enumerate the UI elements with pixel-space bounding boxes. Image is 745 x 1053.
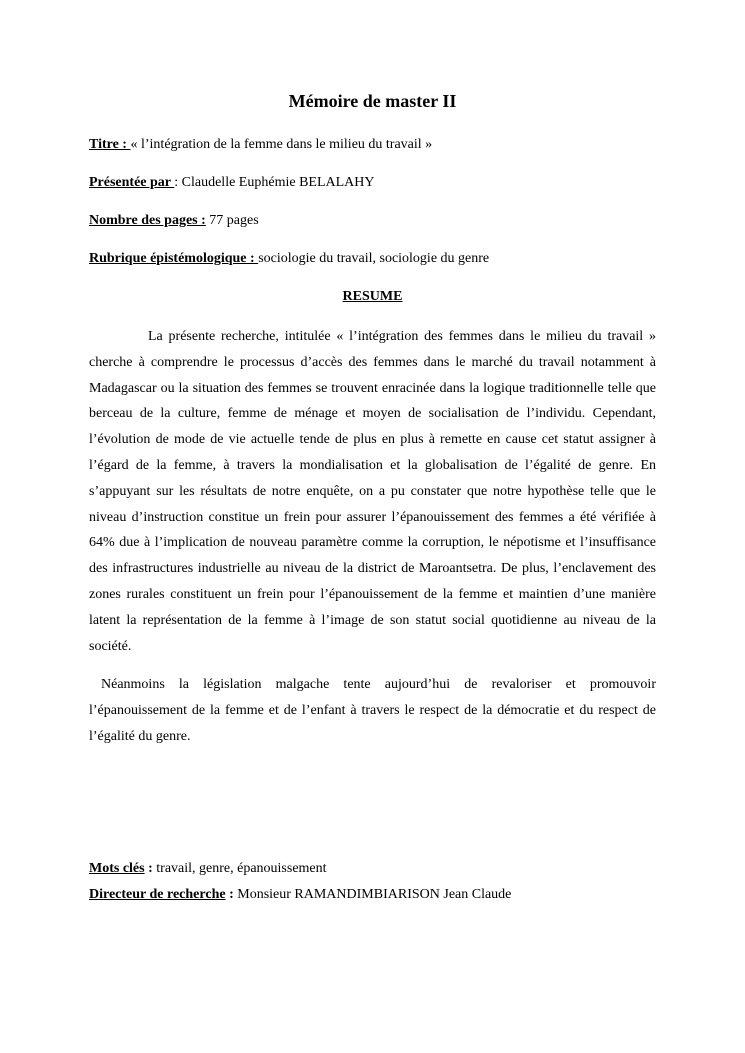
meta-author-sep: : bbox=[174, 175, 182, 190]
meta-author-line bbox=[89, 174, 656, 192]
meta-pages-line bbox=[89, 212, 656, 230]
director-line bbox=[89, 886, 656, 904]
meta-title-value: « l’intégration de la femme dans le milieu du travail » bbox=[130, 137, 433, 152]
keywords-value: travail, genre, épanouissement bbox=[156, 861, 327, 876]
abstract-paragraph-1: La présente recherche, intitulée « l’intégration des femmes dans le milieu du travail » cherche à comprendre le processus d’accès des femmes dans le marché du travail notamment à Madagascar ou la situation des femmes se trouvent enracinée dans la logique traditionnelle telle que berceau de la culture, femme de ménage et moyen de socialisation de l’individu. Cependant, l’évolution de mode de vie actuelle tende de plus en plus à remette en cause cet statut assigner à l’égard de la femme, à travers la mondialisation et la globalisation de l’égalité de genre. En s’appuyant sur les résultats de notre enquête, on a pu constater que notre hypothèse telle que le niveau d’instruction constitue un frein pour assurer l’épanouissement des femmes a été vérifiée à 64% due à l’implication de nouveau paramètre comme la corruption, le népotisme et l’insuffisance des infrastructures industrielle au niveau de la district de Maroantsetra. De plus, l’enclavement des zones rurales constituent un frein pour l’épanouissement de la femme et maintien d’une manière latent la représentation de la femme à l’image de son statut social quotidienne au niveau de la société. bbox=[89, 329, 656, 654]
meta-author-label: Présentée par bbox=[89, 175, 175, 190]
document-title: Mémoire de master II bbox=[288, 91, 457, 111]
abstract-paragraph-2: Néanmoins la législation malgache tente aujourd’hui de revaloriser et promouvoir l’épanouissement de la femme et de l’enfant à travers le respect de la démocratie et du respect de l’égalité du genre. bbox=[89, 677, 656, 744]
keywords-sep: : bbox=[144, 861, 157, 876]
keywords-label: Mots clés bbox=[89, 861, 145, 876]
meta-rubric-value: sociologie du travail, sociologie du genre bbox=[258, 251, 490, 266]
meta-rubric-label: Rubrique épistémologique : bbox=[89, 251, 259, 266]
director-value: Monsieur RAMANDIMBIARISON Jean Claude bbox=[237, 887, 512, 902]
meta-title-line bbox=[89, 136, 656, 154]
meta-rubric-line bbox=[89, 250, 656, 268]
keywords-line bbox=[89, 860, 656, 878]
meta-title-label: Titre : bbox=[89, 137, 131, 152]
director-sep: : bbox=[225, 887, 238, 902]
director-label: Directeur de recherche bbox=[89, 887, 226, 902]
meta-pages-label: Nombre des pages : bbox=[89, 213, 206, 228]
meta-author-value: Claudelle Euphémie BELALAHY bbox=[181, 175, 375, 190]
meta-pages-value: 77 pages bbox=[209, 213, 259, 228]
abstract-heading: RESUME bbox=[342, 289, 403, 304]
